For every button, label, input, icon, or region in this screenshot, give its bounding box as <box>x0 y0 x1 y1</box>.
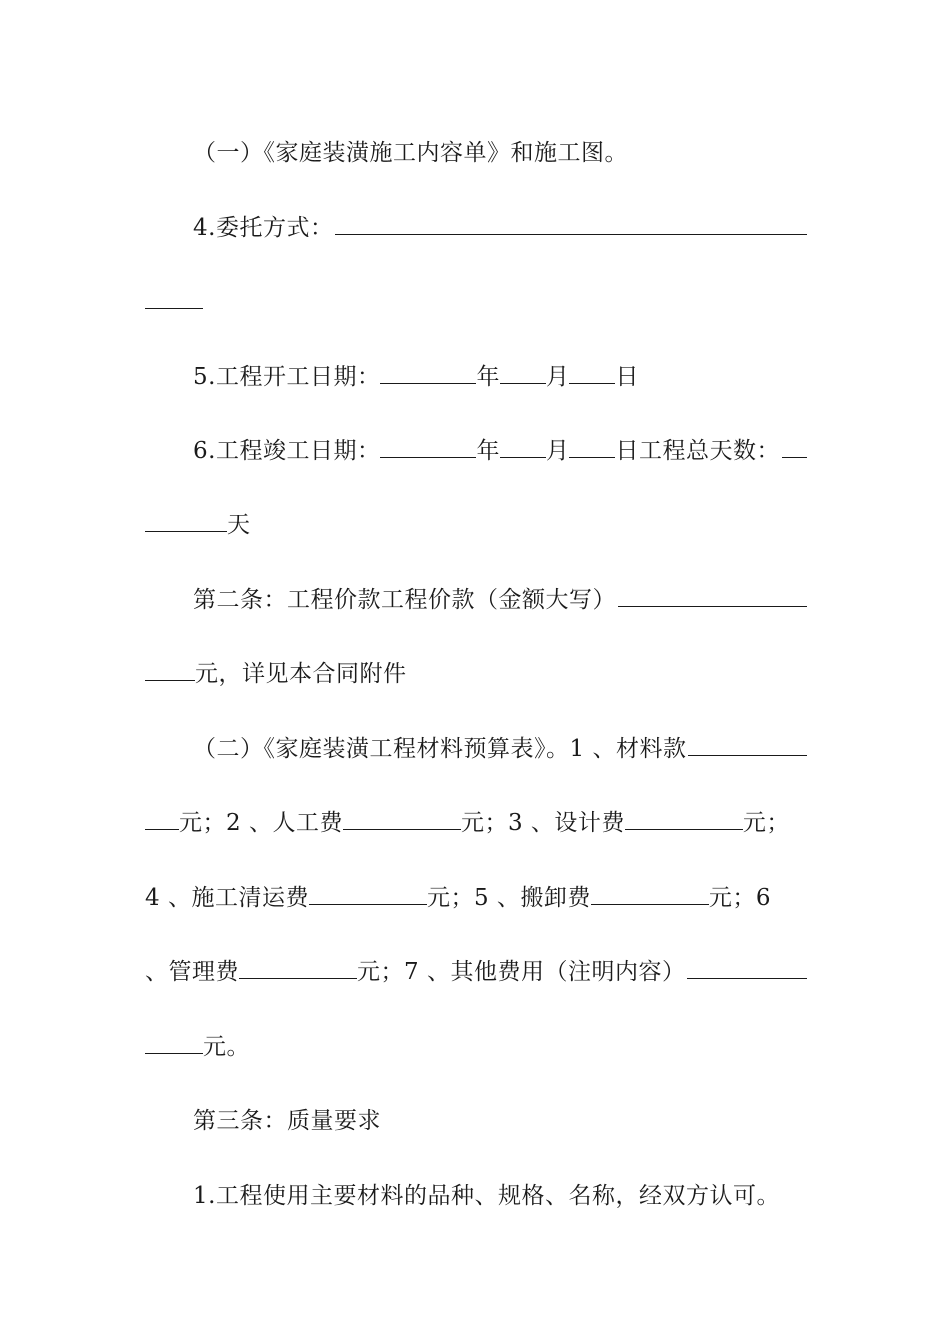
total-days-unit: 天 <box>227 512 251 538</box>
completion-date-label: 6.工程竣工日期： <box>193 438 381 464</box>
completion-year-blank[interactable] <box>380 437 476 458</box>
other-cost-blank-cont[interactable] <box>145 1033 203 1054</box>
other-cost-continuation <box>145 1032 807 1062</box>
materials-approval-text: 1.工程使用主要材料的品种、规格、名称，经双方认可。 <box>193 1183 780 1209</box>
cost-items-line-2 <box>145 883 807 913</box>
material-cost-blank-cont[interactable] <box>145 809 179 830</box>
budget-table-text: （二）《家庭装潢工程材料预算表》。1 、材料款 <box>193 736 687 762</box>
cost-items-line-3 <box>145 957 807 987</box>
start-month-blank[interactable] <box>500 363 546 384</box>
completion-month-unit: 月 <box>545 438 570 464</box>
moving-cost-label: 元；5 、搬卸费 <box>426 885 591 911</box>
article-three-heading: 第三条：质量要求 <box>193 1108 381 1134</box>
labor-cost-label: 元；2 、人工费 <box>179 810 343 836</box>
design-cost-label: 元；3 、设计费 <box>460 810 625 836</box>
management-cost-label: 、管理费 <box>145 959 239 985</box>
completion-year-unit: 年 <box>476 438 500 464</box>
commission-method-line <box>193 213 807 243</box>
price-amount-blank[interactable] <box>618 586 807 607</box>
commission-method-continuation <box>145 287 807 317</box>
labor-cost-blank[interactable] <box>343 809 461 830</box>
completion-date-line <box>193 436 807 466</box>
other-cost-unit: 元。 <box>203 1034 250 1060</box>
commission-method-blank[interactable] <box>335 214 807 235</box>
start-year-unit: 年 <box>476 364 500 390</box>
moving-cost-blank[interactable] <box>591 884 709 905</box>
price-amount-blank-cont[interactable] <box>145 660 195 681</box>
price-amount-continuation <box>145 659 807 689</box>
design-cost-blank[interactable] <box>625 809 743 830</box>
start-day-blank[interactable] <box>569 363 615 384</box>
start-year-blank[interactable] <box>380 363 476 384</box>
total-days-blank[interactable] <box>782 437 807 458</box>
materials-approval-line <box>193 1181 807 1211</box>
start-date-label: 5.工程开工日期： <box>193 364 381 390</box>
budget-table-line <box>193 734 807 764</box>
price-attachment-text: 元，详见本合同附件 <box>195 661 407 687</box>
cleanup-cost-label: 4 、施工清运费 <box>145 885 309 911</box>
design-cost-unit: 元； <box>742 810 790 836</box>
paragraph-attachment-one <box>193 138 807 168</box>
commission-method-blank-cont[interactable] <box>145 288 203 309</box>
management-cost-number: 元；6 <box>708 885 772 911</box>
other-cost-blank[interactable] <box>687 958 807 979</box>
completion-day-total-label: 日工程总天数： <box>615 438 780 464</box>
attachment-one-text: （一）《家庭装潢施工内容单》和施工图。 <box>193 140 628 166</box>
completion-day-blank[interactable] <box>569 437 615 458</box>
cost-items-line-1 <box>145 808 807 838</box>
article-two-heading: 第二条：工程价款工程价款（金额大写） <box>193 587 616 613</box>
commission-method-label: 4.委托方式： <box>193 215 334 241</box>
start-day-unit: 日 <box>615 364 639 390</box>
management-cost-blank[interactable] <box>239 958 357 979</box>
total-days-continuation <box>145 510 807 540</box>
other-cost-label: 元；7 、其他费用（注明内容） <box>357 959 686 985</box>
completion-month-blank[interactable] <box>500 437 546 458</box>
material-cost-blank[interactable] <box>688 735 807 756</box>
start-month-unit: 月 <box>545 364 570 390</box>
cleanup-cost-blank[interactable] <box>309 884 427 905</box>
start-date-line <box>193 362 807 392</box>
article-two-line <box>193 585 807 615</box>
article-three-line <box>193 1106 807 1136</box>
total-days-blank-cont[interactable] <box>145 511 227 532</box>
